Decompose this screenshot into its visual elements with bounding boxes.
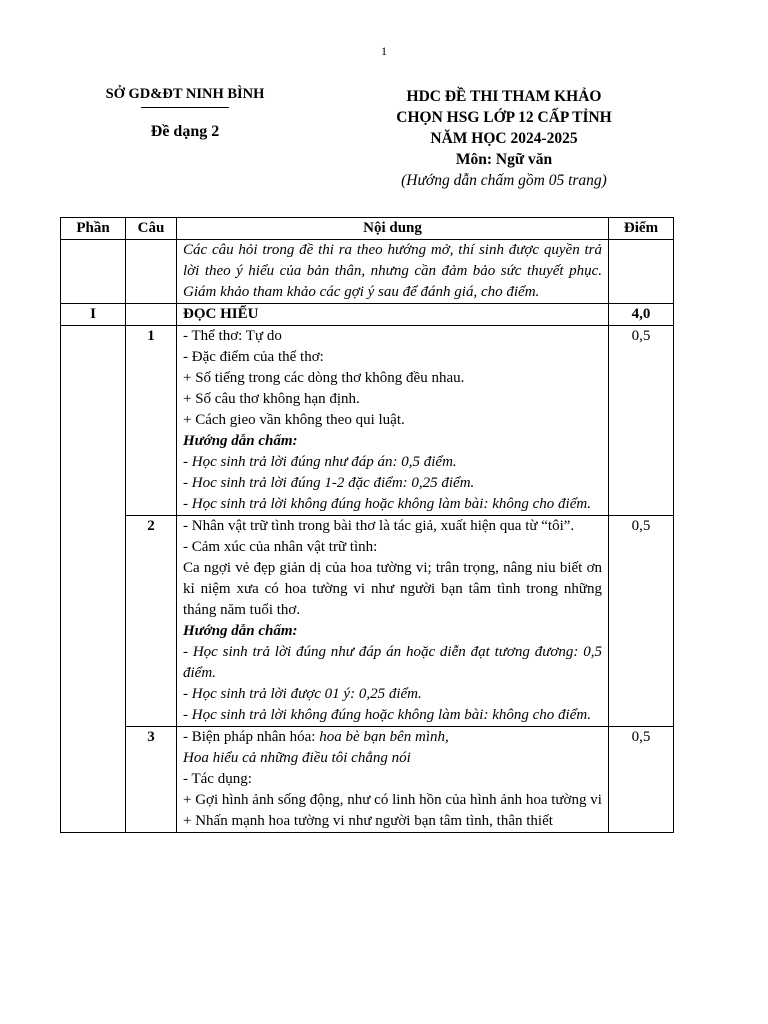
- answer-line: + Gợi hình ảnh sống động, như có linh hồn của hình ảnh hoa tường vi: [183, 792, 602, 808]
- column-header-part: Phần: [61, 218, 126, 240]
- question-number: 2: [126, 516, 177, 727]
- answer-line: + Số câu thơ không hạn định.: [183, 391, 360, 407]
- intro-row: [61, 240, 674, 304]
- section-title: ĐỌC HIỂU: [177, 304, 609, 326]
- answer-line: - Thể thơ: Tự do: [183, 328, 282, 344]
- section-score: 4,0: [609, 304, 674, 326]
- intro-note: Các câu hỏi trong đề thi ra theo hướng mở, thí sinh được quyền trả lời theo ý hiểu của bản thân, nhưng cần đảm bảo sức thuyết phục. Giám khảo tham khảo các gợi ý sau để đánh giá, cho điểm.: [177, 240, 609, 304]
- answer-line: + Cách gieo vần không theo qui luật.: [183, 412, 405, 428]
- answer-line: + Số tiếng trong các dòng thơ không đều nhau.: [183, 370, 465, 386]
- title-line-1: HDC ĐỀ THI THAM KHẢO: [406, 88, 602, 105]
- organization-underline: [141, 107, 229, 108]
- grading-guide-line: - Học sinh trả lời không đúng hoặc không làm bài: không cho điểm.: [183, 707, 591, 723]
- question-row: [61, 326, 674, 516]
- section-row: [61, 304, 674, 326]
- subject-line: Môn: Ngữ văn: [455, 151, 553, 168]
- answer-line: - Đặc điểm của thể thơ:: [183, 349, 324, 365]
- answer-line: + Nhấn mạnh hoa tường vi như người bạn tâm tình, thân thiết: [183, 813, 553, 829]
- question-number: 3: [126, 727, 177, 833]
- section-part: I: [61, 304, 126, 326]
- poem-quote: Hoa hiểu cả những điều tôi chẳng nói: [183, 750, 411, 766]
- technique-label: - Biện pháp nhân hóa:: [183, 729, 320, 745]
- poem-quote: hoa bè bạn bên mình,: [319, 729, 449, 745]
- title-line-2: CHỌN HSG LỚP 12 CẤP TỈNH: [396, 109, 612, 126]
- grading-guide-line: - Hoc sinh trả lời đúng 1-2 đặc điểm: 0,25 điểm.: [183, 475, 475, 491]
- organization-name: SỞ GD&ĐT NINH BÌNH: [105, 86, 265, 102]
- question-score: 0,5: [609, 727, 674, 833]
- question-row: [61, 727, 674, 833]
- answer-line: Ca ngợi vẻ đẹp giản dị của hoa tường vi; trân trọng, nâng niu biết ơn kỉ niệm xưa có hoa tường vi như người bạn tâm tình trong những tháng năm tuổi thơ.: [183, 560, 602, 618]
- exam-version: Đề dạng 2: [150, 123, 220, 140]
- title-line-3: NĂM HỌC 2024-2025: [430, 130, 578, 147]
- answer-line: - Cảm xúc của nhân vật trữ tình:: [183, 539, 378, 555]
- grading-table: [60, 217, 674, 833]
- question-content: [177, 516, 609, 727]
- question-number: 1: [126, 326, 177, 516]
- grading-guide-title: Hướng dẫn chấm:: [183, 623, 298, 639]
- column-header-question: Câu: [126, 218, 177, 240]
- answer-line: [183, 727, 602, 748]
- question-score: 0,5: [609, 516, 674, 727]
- question-row: [61, 516, 674, 727]
- grading-guide-title: Hướng dẫn chấm:: [183, 433, 298, 449]
- document-title: [354, 86, 654, 191]
- grading-guide-line: - Học sinh trả lời được 01 ý: 0,25 điểm.: [183, 686, 422, 702]
- question-content: [177, 326, 609, 516]
- table-header-row: [61, 218, 674, 240]
- answer-line: - Nhân vật trữ tình trong bài thơ là tác giả, xuất hiện qua từ “tôi”.: [183, 518, 575, 534]
- page-number: 1: [381, 44, 387, 58]
- answer-line: - Tác dụng:: [183, 771, 252, 787]
- question-score: 0,5: [609, 326, 674, 516]
- guide-note: (Hướng dẫn chấm gồm 05 trang): [401, 172, 607, 189]
- grading-guide-line: - Học sinh trả lời không đúng hoặc không làm bài: không cho điểm.: [183, 496, 591, 512]
- header-left: [70, 86, 300, 141]
- column-header-score: Điểm: [609, 218, 674, 240]
- column-header-content: Nội dung: [177, 218, 609, 240]
- question-content: [177, 727, 609, 833]
- grading-guide-line: - Học sinh trả lời đúng như đáp án: 0,5 điểm.: [183, 454, 457, 470]
- grading-guide-line: - Học sinh trả lời đúng như đáp án hoặc diễn đạt tương đương: 0,5 điểm.: [183, 644, 602, 681]
